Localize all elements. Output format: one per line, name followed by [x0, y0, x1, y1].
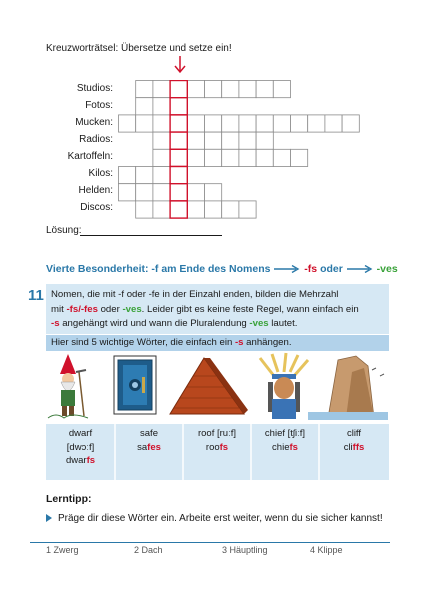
- rule-text: [51, 288, 389, 332]
- crossword-cell[interactable]: [222, 149, 239, 166]
- crossword-cell[interactable]: [153, 184, 170, 201]
- crossword-cell[interactable]: [205, 81, 222, 98]
- section-title-main: Vierte Besonderheit: -f am Ende des Nomens: [46, 263, 271, 275]
- tip-text: Präge dir diese Wörter ein. Arbeite erst weiter, wenn du sie sicher kannst!: [58, 513, 383, 524]
- section-title-or: oder: [320, 263, 343, 275]
- crossword-cell[interactable]: [342, 115, 359, 132]
- crossword-cell[interactable]: [136, 184, 153, 201]
- word-dwarf: dwarf [dwɔːf] dwarfs: [65, 428, 96, 466]
- crossword-cell[interactable]: [239, 81, 256, 98]
- crossword-cell[interactable]: [273, 149, 290, 166]
- crossword-cell[interactable]: [119, 115, 136, 132]
- roof-illustration: [170, 358, 248, 414]
- crossword-cell[interactable]: [153, 201, 170, 218]
- crossword-cell[interactable]: [119, 184, 136, 201]
- exercise-number: 11: [28, 287, 44, 304]
- crossword-cell[interactable]: [187, 132, 204, 149]
- crossword-solution-cell[interactable]: [170, 149, 187, 166]
- solution-label: Lösung:: [46, 225, 82, 236]
- word-safe: safe safes: [137, 428, 161, 453]
- section-title: [46, 263, 398, 275]
- crossword-solution-cell[interactable]: [170, 115, 187, 132]
- cliff-illustration: [308, 356, 388, 420]
- crossword-cell[interactable]: [256, 81, 273, 98]
- crossword-cell[interactable]: [239, 201, 256, 218]
- arrow-down-icon: [174, 56, 186, 74]
- row-label-studios: Studios:: [76, 83, 113, 94]
- footnote-2: 2 Dach: [134, 545, 163, 555]
- section-title-ves: -ves: [376, 263, 398, 275]
- word-roof: roof [ruːf] roofs: [197, 428, 237, 453]
- crossword-cell[interactable]: [256, 115, 273, 132]
- crossword-cell[interactable]: [153, 149, 170, 166]
- row-label-mucken: Mucken:: [75, 117, 113, 128]
- chief-illustration: [260, 353, 308, 419]
- row-label-fotos: Fotos:: [85, 100, 113, 111]
- crossword-cell[interactable]: [205, 201, 222, 218]
- crossword-solution-cell[interactable]: [170, 132, 187, 149]
- crossword-cell[interactable]: [239, 132, 256, 149]
- crossword-cell[interactable]: [222, 201, 239, 218]
- crossword-solution-cell[interactable]: [170, 184, 187, 201]
- crossword-cell[interactable]: [136, 167, 153, 184]
- footnote-3: 3 Häuptling: [222, 545, 268, 555]
- crossword-cell[interactable]: [222, 81, 239, 98]
- row-label-radios: Radios:: [79, 134, 113, 145]
- hint-text: Hier sind 5 wichtige Wörter, die einfach ein -s anhängen.: [51, 337, 292, 348]
- triangle-bullet-icon: [46, 514, 52, 522]
- crossword-cell[interactable]: [187, 149, 204, 166]
- crossword-cell[interactable]: [222, 115, 239, 132]
- crossword-solution-cell[interactable]: [170, 81, 187, 98]
- crossword-cell[interactable]: [256, 132, 273, 149]
- crossword-cell[interactable]: [187, 81, 204, 98]
- footer-divider: [30, 542, 390, 543]
- tip-label: Lerntipp:: [46, 493, 92, 505]
- crossword-cell[interactable]: [187, 201, 204, 218]
- crossword-cell[interactable]: [256, 149, 273, 166]
- crossword-cell[interactable]: [153, 81, 170, 98]
- crossword-cell[interactable]: [239, 115, 256, 132]
- crossword-cell[interactable]: [153, 132, 170, 149]
- crossword-solution-cell[interactable]: [170, 167, 187, 184]
- rule-line-2: mit -fs/-fes oder -ves. Leider gibt es keine feste Regel, wann einfach ein: [51, 303, 359, 315]
- crossword-cell[interactable]: [187, 115, 204, 132]
- rule-line-3: -s angehängt wird und wann die Pluralendung -ves lautet.: [51, 318, 298, 329]
- crossword-cell[interactable]: [153, 115, 170, 132]
- word-cliff: cliff cliffs: [343, 428, 365, 453]
- safe-illustration: [114, 356, 156, 414]
- dwarf-illustration: [48, 354, 88, 418]
- crossword-cell[interactable]: [239, 149, 256, 166]
- crossword-cell[interactable]: [136, 115, 153, 132]
- crossword-cell[interactable]: [153, 167, 170, 184]
- footnote-4: 4 Klippe: [310, 545, 343, 555]
- crossword-solution-cell[interactable]: [170, 201, 187, 218]
- crossword-cell[interactable]: [325, 115, 342, 132]
- crossword-cell[interactable]: [222, 132, 239, 149]
- section-title-fs: -fs: [304, 263, 318, 275]
- crossword-cell[interactable]: [205, 184, 222, 201]
- crossword-instruction: Kreuzworträtsel: Übersetze und setze ein!: [46, 43, 232, 54]
- crossword-cell[interactable]: [205, 115, 222, 132]
- arrow-right-icon: [274, 265, 300, 273]
- crossword-grid[interactable]: [118, 80, 378, 220]
- crossword-cell[interactable]: [187, 184, 204, 201]
- row-label-helden: Helden:: [78, 185, 113, 196]
- arrow-right-icon: [347, 265, 373, 273]
- picture-row: [46, 352, 389, 424]
- crossword-cell[interactable]: [291, 149, 308, 166]
- row-label-kilos: Kilos:: [88, 168, 113, 179]
- crossword-cell[interactable]: [205, 132, 222, 149]
- crossword-solution-cell[interactable]: [170, 98, 187, 115]
- crossword-cell[interactable]: [291, 115, 308, 132]
- crossword-cell[interactable]: [136, 81, 153, 98]
- crossword-cell[interactable]: [119, 167, 136, 184]
- crossword-cell[interactable]: [205, 149, 222, 166]
- crossword-cell[interactable]: [308, 115, 325, 132]
- footnote-1: 1 Zwerg: [46, 545, 79, 555]
- solution-line[interactable]: [80, 235, 222, 236]
- crossword-cell[interactable]: [273, 115, 290, 132]
- crossword-cell[interactable]: [136, 98, 153, 115]
- crossword-cell[interactable]: [153, 98, 170, 115]
- row-label-discos: Discos:: [80, 202, 113, 213]
- crossword-cell[interactable]: [273, 81, 290, 98]
- crossword-cell[interactable]: [136, 201, 153, 218]
- row-label-kartoffeln: Kartoffeln:: [67, 151, 113, 162]
- rule-line-1: Nomen, die mit -f oder -fe in der Einzahl enden, bilden die Mehrzahl: [51, 289, 339, 300]
- word-chief: chief [tʃiːf] chiefs: [264, 428, 306, 453]
